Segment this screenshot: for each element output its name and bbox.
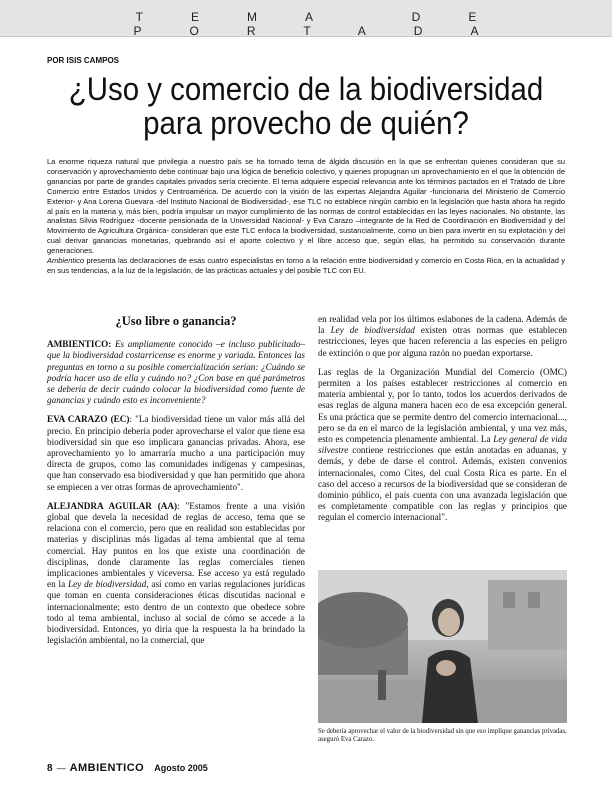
law-name: Ley de biodiversidad <box>68 579 147 590</box>
continued-paragraph-1 <box>318 314 567 359</box>
photo-caption: Se debería aprovechar el valor de la biodiversidad sin que eso implique ganancias privadas, aseguró Eva Carazo. <box>318 728 567 744</box>
lead-paragraph <box>47 157 565 276</box>
article-photo <box>318 570 567 723</box>
answer-eva-carazo <box>47 414 305 492</box>
paragraph-text: en realidad vela por los últimos eslabones de la cadena. Además de la <box>318 314 567 336</box>
answer-text-part-1: : "Estamos frente a una visión global que devela la necesidad de reglas de acceso, tema que se relaciona con el comercio, pero que en realidad son establecidas por materias y disciplinas más ligadas al tema ambiental que al tema comercial. Hay puntos en los que existe una coordinación de disciplinas, donde claramente las reglas comerciales tienen implicaciones ambientales y viceversa. Ese acceso ya está regulado en la <box>47 500 305 590</box>
footer-separator: — <box>56 763 66 773</box>
interview-question <box>47 339 305 406</box>
section-label: TEMA DE PORTADA <box>133 10 527 38</box>
law-name: Ley de biodiversidad <box>330 325 415 336</box>
continued-paragraph-2 <box>318 367 567 524</box>
speaker-ambientico: AMBIENTICO: <box>47 339 112 350</box>
speaker-alejandra-aguilar: ALEJANDRA AGUILAR (AA) <box>47 500 178 511</box>
photo-illustration <box>318 570 567 723</box>
law-name: Ley general de vida silvestre <box>318 434 567 456</box>
headline-line-1: ¿Uso y comercio de la biodiversidad <box>68 71 544 107</box>
magazine-name: AMBIENTICO <box>69 762 145 774</box>
lead-text-2: presenta las declaraciones de esas cuatro especialistas en torno a la relación entre biodiversidad y comercio en Costa Rica, en la actualidad y en sus tendencias, a la luz de la legislación, de las prácticas actuales y del posible TLC con EU. <box>47 256 565 275</box>
speaker-eva-carazo: EVA CARAZO (EC) <box>47 414 130 425</box>
section-band <box>0 0 612 37</box>
left-column <box>47 314 305 654</box>
page-number: 8 <box>47 762 53 774</box>
headline-line-2: para provecho de quién? <box>143 105 469 141</box>
answer-alejandra-aguilar <box>47 501 305 647</box>
issue-date: Agosto 2005 <box>154 763 208 773</box>
right-column <box>318 314 567 532</box>
page-footer <box>47 760 208 776</box>
lead-text-1: La enorme riqueza natural que privilegia a nuestro país se ha tornado tema de álgida discusión en la que se enfrentan quienes consideran que su conservación y aprovechamiento debe continuar bajo una lógica de beneficio colectivo, y quienes propugnan un aprovechamiento en el que la obtención de ganancias por parte de grandes capitales privados sería creciente. El tema adquiere especial relevancia ante los términos pactados en el Tratado de Libre Comercio entre Estados Unidos y Centroamérica. De acuerdo con la visión de las expertas Alejandra Aguilar -funcionaria del Ministerio de Comercio Exterior- y Ana Lorena Guevara -del Instituto Nacional de Biodiversidad-, ese TLC no establece ningún cambio en la legislación que hasta ahora ha regido al país en la materia y, más bien, podría impulsar un mayor cumplimiento de las normas de control establecidas en las leyes nacionales. No obstante, las analistas Silvia Rodríguez -docente pensionada de la Universidad Nacional- y Eva Carazo –integrante de la Red de Coordinación en Biodiversidad y del Movimiento de Agricultura Orgánica- consideran que este TLC enfoca la biodiversidad, sustancialmente, como un bien para invertir en su explotación y del cual derivar ganancias monetarias, quebrando así el aporte colectivo y el libre acceso que, según ellas, ha permitido su conservación durante generaciones. <box>47 157 565 256</box>
lead-magazine-name: Ambientico <box>47 256 85 266</box>
byline: POR ISIS CAMPOS <box>47 56 120 65</box>
article-headline <box>58 72 555 140</box>
question-text: Es ampliamente conocido –e incluso publicitado– que la biodiversidad costarricense es enorme y variada. Entonces las preguntas en torno a su posible comercialización serían: ¿Cuándo se podría hacer uso de ella y cuándo no? ¿Con base en qué parámetros se debería de decir cuándo colocar la biodiversidad como fuente de ganancias y cuándo esto es inconveniente? <box>47 339 305 406</box>
answer-text: : "La biodiversidad tiene un valor más allá del precio. En principio debería poder aprovecharse el valor que tiene esa biodiversidad sin que eso implicara ganancias privadas. Ahora, ese aprovechamiento yo lo amarraría mucho a una participación muy directa de grupos, como las comunidades indígenas y campesinas, que han conservado esa biodiversidad y que han permitido que ahora se empiecen a ver otras formas de aprovechamiento". <box>47 414 305 492</box>
paragraph-text: contiene restricciones que están anotadas en aduanas, y demás, y debe de darse el control. Además, existen convenios internacionales, como Cites, del cual Costa Rica es parte. En el caso del acceso a recursos de la biodiversidad que se consideran de dominio público, el país cuenta con una avanzada legislación que es completamente compatible con las reglas y principios que regulan el comercio internacional". <box>318 445 567 523</box>
paragraph-text: Las reglas de la Organización Mundial del Comercio (OMC) permiten a los países establecer restricciones al comercio en materia ambiental y, por lo tanto, todos los acuerdos derivados de esas reglas de alguna manera hacen eco de esa excepción general. Es una práctica que se permite dentro del comercio internacional..., pero se da en el marco de la legislación ambiental, y una vez más, esto es competencia plenamente ambiental. La <box>318 366 567 445</box>
answer-text-part-2: , así como en varias regulaciones jurídicas que toman en cuenta consideraciones éticas discutidas nacional e internacionalmente; esto dentro de un contexto que obedece sobre todo al tema ambiental, incluso al social de cómo se accede a la biodiversidad. Entonces, yo diría que la respuesta la ha brindado la legislación ambiental, no la comercial, que <box>47 579 305 646</box>
section-subhead: ¿Uso libre o ganancia? <box>115 314 237 328</box>
paragraph-text: existen otras normas que establecen restricciones, leyes que hacen referencia a las especies en peligro de extinción o que por alguna razón no puedan exportarse. <box>318 325 567 358</box>
